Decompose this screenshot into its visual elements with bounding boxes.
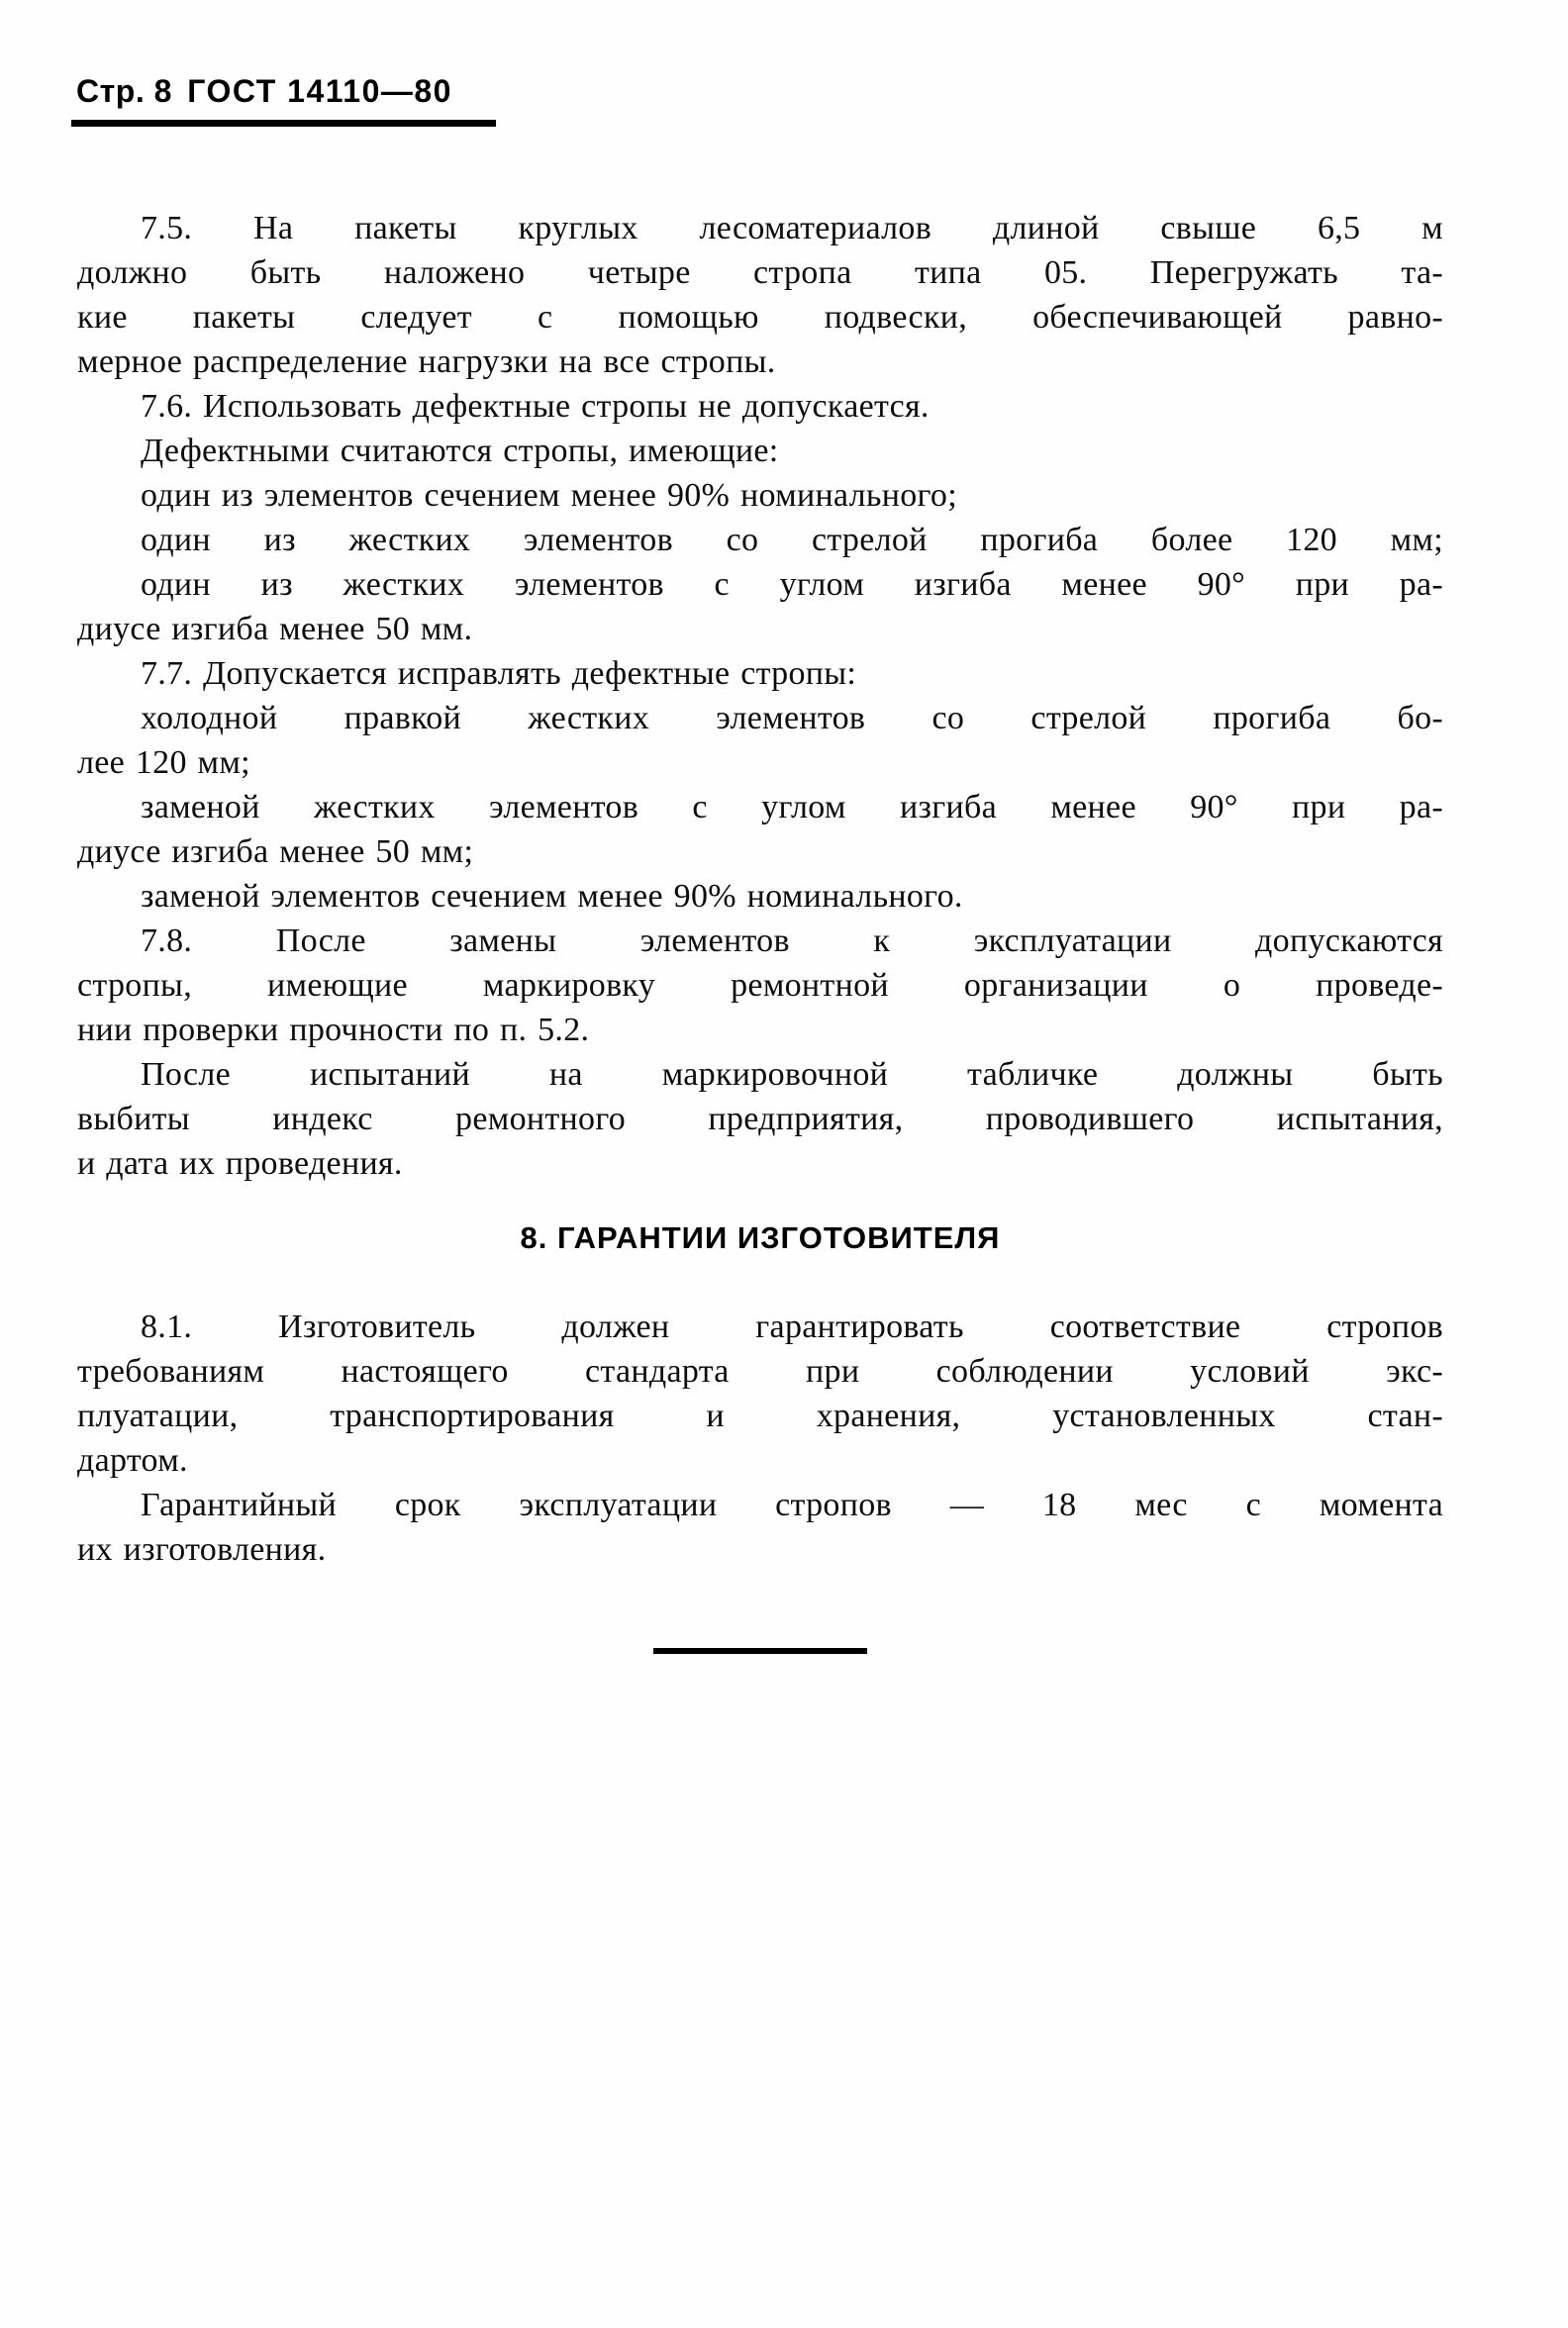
standard-number-label: ГОСТ 14110—80 <box>187 73 452 109</box>
text-line: стропы, имеющие маркировку ремонтной организации о проведе- <box>77 967 1443 1004</box>
text-line: 7.5. На пакеты круглых лесоматериалов длиной свыше 6,5 м <box>141 210 1443 246</box>
text-line: один из элементов сечением менее 90% номинального; <box>141 477 957 514</box>
text-line: заменой элементов сечением менее 90% номинального. <box>141 878 963 915</box>
end-rule <box>653 1648 867 1654</box>
text-line: кие пакеты следует с помощью подвески, обеспечивающей равно- <box>77 299 1443 336</box>
section-heading: 8. ГАРАНТИИ ИЗГОТОВИТЕЛЯ <box>520 1220 1001 1255</box>
text-line: 8.1. Изготовитель должен гарантировать соответствие стропов <box>141 1309 1443 1345</box>
text-line: один из жестких элементов с углом изгиба менее 90° при ра- <box>141 566 1443 603</box>
text-line: нии проверки прочности по п. 5.2. <box>77 1012 590 1048</box>
text-line: и дата их проведения. <box>77 1145 403 1182</box>
document-body <box>77 206 1443 1654</box>
text-line: мерное распределение нагрузки на все стропы. <box>77 343 776 380</box>
text-line: должно быть наложено четыре стропа типа 05. Перегружать та- <box>77 254 1443 291</box>
text-line: диусе изгиба менее 50 мм; <box>77 833 474 870</box>
text-line: заменой жестких элементов с углом изгиба менее 90° при ра- <box>141 789 1443 825</box>
text-line: дартом. <box>77 1442 188 1479</box>
page-number-label: Стр. 8 <box>76 73 172 109</box>
text-line: выбиты индекс ремонтного предприятия, проводившего испытания, <box>77 1101 1443 1137</box>
text-line: холодной правкой жестких элементов со стрелой прогиба бо- <box>141 700 1443 736</box>
text-line: диусе изгиба менее 50 мм. <box>77 611 473 647</box>
text-line: лее 120 мм; <box>77 744 250 781</box>
text-line: После испытаний на маркировочной табличке должны быть <box>141 1056 1443 1093</box>
text-line: один из жестких элементов со стрелой прогиба более 120 мм; <box>141 522 1443 558</box>
text-line: их изготовления. <box>77 1531 327 1568</box>
text-line: плуатации, транспортирования и хранения, установленных стан- <box>77 1398 1443 1434</box>
text-line: Гарантийный срок эксплуатации стропов — 18 мес с момента <box>141 1487 1443 1523</box>
text-line: 7.8. После замены элементов к эксплуатации допускаются <box>141 922 1443 959</box>
text-line: 7.6. Использовать дефектные стропы не допускается. <box>141 388 930 425</box>
page-header <box>0 0 1568 127</box>
text-line: 7.7. Допускается исправлять дефектные стропы: <box>141 655 857 692</box>
header-rule <box>71 120 496 127</box>
text-line: Дефектными считаются стропы, имеющие: <box>141 433 779 469</box>
running-title <box>76 73 1568 109</box>
text-line: требованиям настоящего стандарта при соблюдении условий экс- <box>77 1353 1443 1390</box>
